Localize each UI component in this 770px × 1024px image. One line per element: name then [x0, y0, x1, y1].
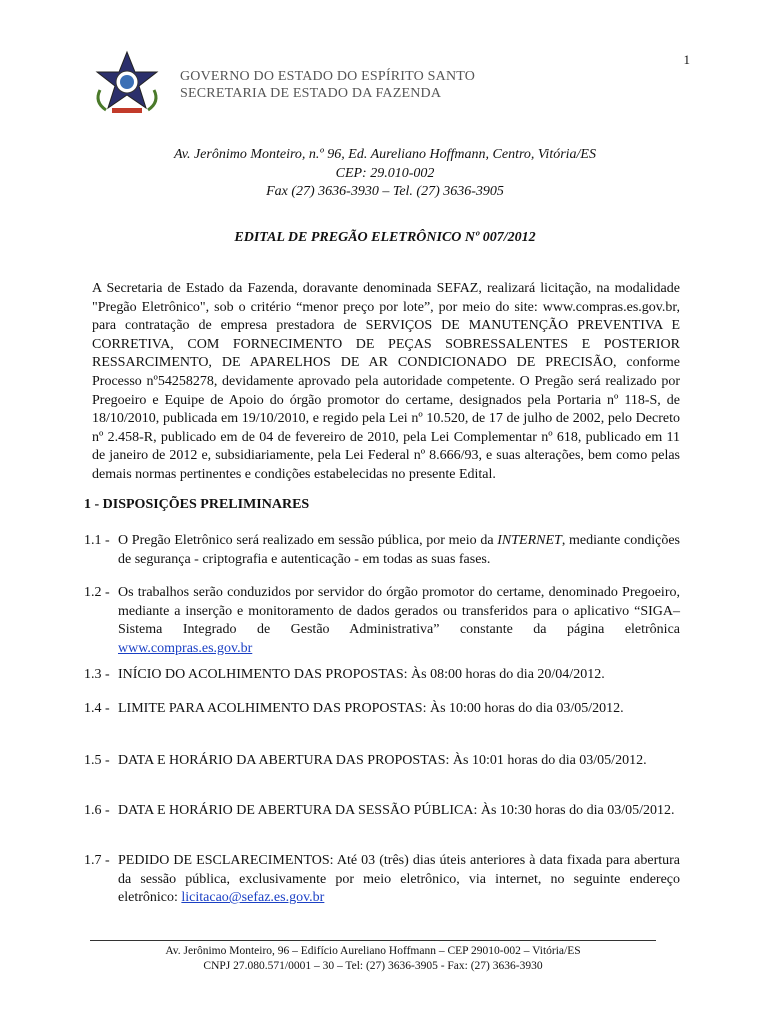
footer-contact: CNPJ 27.080.571/0001 – 30 – Tel: (27) 3636-3905 - Fax: (27) 3636-3930 [203, 960, 543, 972]
item-text: LIMITE PARA ACOLHIMENTO DAS PROPOSTAS: Às 10:00 horas do dia 03/05/2012. [118, 701, 624, 716]
footer [90, 944, 656, 974]
item-number: 1.5 - [84, 753, 110, 768]
state-coat-of-arms-icon [92, 50, 162, 116]
page-number: 1 [683, 52, 690, 67]
list-item [84, 584, 680, 658]
document-title: EDITAL DE PREGÃO ELETRÔNICO Nº 007/2012 [234, 230, 536, 245]
item-number: 1.3 - [84, 667, 110, 682]
list-item [84, 532, 680, 569]
address-line-3: Fax (27) 3636-3930 – Tel. (27) 3636-3905 [266, 184, 504, 199]
email-link[interactable]: licitacao@sefaz.es.gov.br [181, 890, 325, 906]
list-item [84, 700, 680, 719]
header-block [180, 68, 475, 102]
address-line-2: CEP: 29.010-002 [335, 165, 435, 181]
item-text: PEDIDO DE ESCLARECIMENTOS: Até 03 (três) dias úteis anteriores à data fixada para abertura da sessão pública, exclusivamente por meio eletrônico, via internet, no seguinte endereço eletrônico: licitacao@sefaz.es.gov.br [118, 853, 680, 906]
footer-address: Av. Jerônimo Monteiro, 96 – Edifício Aureliano Hoffmann – CEP 29010-002 – Vitória/ES [165, 945, 581, 957]
intro-paragraph: A Secretaria de Estado da Fazenda, doravante denominada SEFAZ, realizará licitação, na modalidade "Pregão Eletrônico", sob o critério “menor preço por lote”, por meio do site: www.compras.es.gov.br, para contratação de empresa prestadora de SERVIÇOS DE MANUTENÇÃO PREVENTIVA E CORRETIVA, COM FORNECIMENTO DE PEÇAS SOBRESSALENTES E POSTERIOR RESSARCIMENTO, DE APARELHOS DE AR CONDICIONADO DE PRECISÃO, conforme Processo nº54258278, devidamente aprovado pela autoridade competente. O Pregão será realizado por Pregoeiro e Equipe de Apoio do órgão promotor do certame, designados pela Portaria nº 118-S, de 18/10/2010, publicada em 19/10/2010, e regido pela Lei nº 10.520, de 17 de julho de 2002, pelo Decreto nº 2.458-R, publicado em de 04 de fevereiro de 2010, pela Lei Complementar nº 618, publicado em 11 de janeiro de 2012 e, subsidiariamente, pela Lei Federal nº 8.666/93, e suas alterações, bem como pelas demais normas pertinentes e condições estabelecidas no presente Edital. [92, 281, 680, 482]
compras-link[interactable]: www.compras.es.gov.br [118, 640, 253, 656]
section-heading: 1 - DISPOSIÇÕES PRELIMINARES [84, 497, 310, 512]
list-item [84, 802, 680, 821]
secretariat-name: SECRETARIA DE ESTADO DA FAZENDA [180, 86, 442, 101]
item-text: DATA E HORÁRIO DA ABERTURA DAS PROPOSTAS: Às 10:01 horas do dia 03/05/2012. [118, 753, 647, 768]
item-number: 1.4 - [84, 701, 110, 716]
item-text: O Pregão Eletrônico será realizado em sessão pública, por meio da INTERNET, mediante condições de segurança - criptografia e autenticação - em todas as suas fases. [118, 533, 680, 567]
government-name: GOVERNO DO ESTADO DO ESPÍRITO SANTO [180, 69, 476, 84]
address-block [90, 146, 680, 202]
list-item [84, 752, 680, 771]
footer-divider [90, 940, 656, 941]
item-number: 1.7 - [84, 853, 110, 868]
item-text: DATA E HORÁRIO DE ABERTURA DA SESSÃO PÚBLICA: Às 10:30 horas do dia 03/05/2012. [118, 803, 675, 818]
item-number: 1.2 - [84, 585, 110, 600]
list-item [84, 852, 680, 908]
list-item [84, 666, 680, 685]
item-text: INÍCIO DO ACOLHIMENTO DAS PROPOSTAS: Às 08:00 horas do dia 20/04/2012. [118, 667, 605, 682]
address-line-1: Av. Jerônimo Monteiro, n.º 96, Ed. Aureliano Hoffmann, Centro, Vitória/ES [174, 147, 596, 162]
item-text: Os trabalhos serão conduzidos por servidor do órgão promotor do certame, denominado Pregoeiro, mediante a inserção e monitoramento de dados gerados ou transferidos para o aplicativo “SIGA– Sistema Integrado de Gestão Administrativa” constante da página eletrônica www.compras.es.gov.br [118, 585, 680, 656]
item-number: 1.1 - [84, 533, 110, 548]
item-number: 1.6 - [84, 803, 110, 818]
